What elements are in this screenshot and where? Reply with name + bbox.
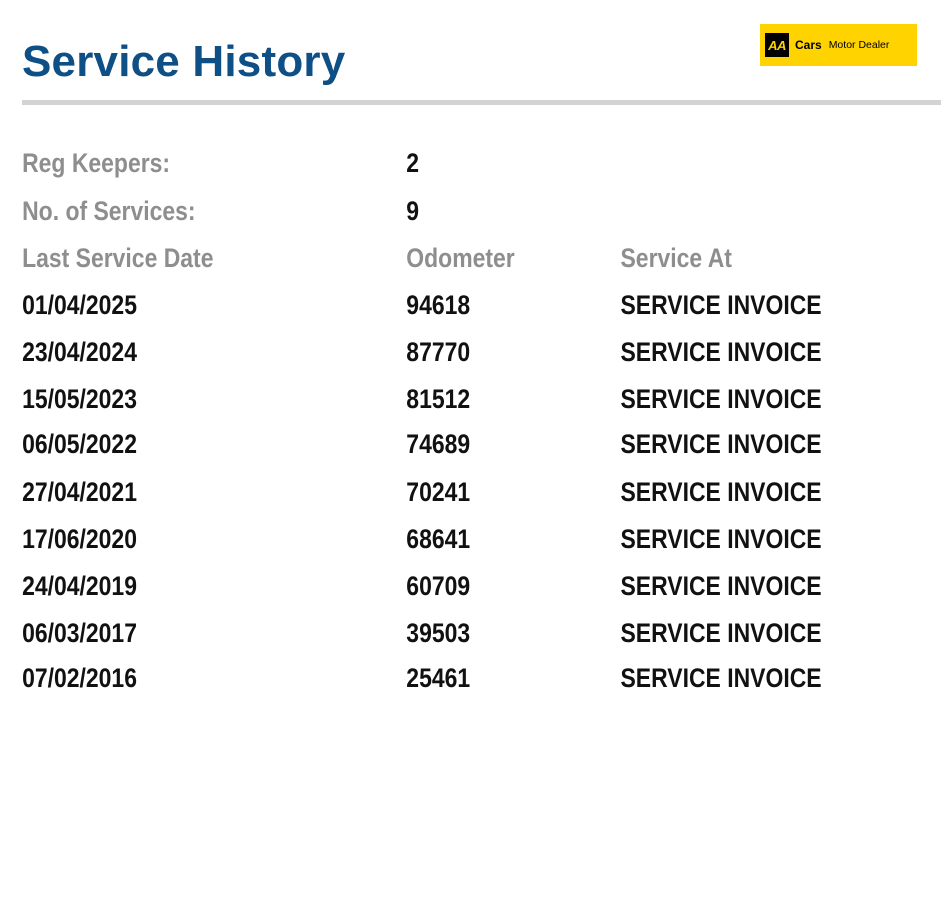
- reg-keepers-value: 2: [406, 148, 420, 178]
- aa-cars-logo: [760, 24, 917, 66]
- service-odometer: 60709: [406, 571, 471, 601]
- service-odometer: 25461: [406, 663, 471, 693]
- logo-dealer-text: Motor Dealer: [828, 39, 890, 51]
- aa-logo-mark: AA: [765, 33, 789, 57]
- service-odometer: 74689: [406, 429, 471, 459]
- table-row: [0, 522, 822, 556]
- table-row: [0, 661, 822, 695]
- service-odometer: 70241: [406, 477, 471, 507]
- services-count-label: No. of Services:: [22, 196, 196, 226]
- reg-keepers-row: [0, 146, 800, 180]
- service-date: 06/03/2017: [22, 618, 137, 648]
- service-odometer: 68641: [406, 524, 471, 554]
- service-odometer: 87770: [406, 337, 471, 367]
- column-header-odometer: Odometer: [406, 243, 515, 273]
- logo-cars-text: Cars: [795, 38, 822, 52]
- service-odometer: 94618: [406, 290, 471, 320]
- table-row: [0, 335, 822, 369]
- service-at: SERVICE INVOICE: [620, 477, 822, 507]
- page-title: Service History: [22, 37, 346, 86]
- service-odometer: 39503: [406, 618, 471, 648]
- table-row: [0, 382, 822, 416]
- table-row: [0, 288, 822, 322]
- service-date: 17/06/2020: [22, 524, 137, 554]
- service-at: SERVICE INVOICE: [620, 384, 822, 414]
- column-header-date: Last Service Date: [22, 243, 214, 273]
- service-at: SERVICE INVOICE: [620, 290, 822, 320]
- service-at: SERVICE INVOICE: [620, 337, 822, 367]
- column-header-service-at: Service At: [620, 243, 732, 273]
- table-row: [0, 569, 822, 603]
- service-date: 06/05/2022: [22, 429, 137, 459]
- service-date: 07/02/2016: [22, 663, 137, 693]
- services-count-value: 9: [406, 196, 420, 226]
- reg-keepers-label: Reg Keepers:: [22, 148, 171, 178]
- service-at: SERVICE INVOICE: [620, 663, 822, 693]
- service-date: 01/04/2025: [22, 290, 137, 320]
- service-date: 15/05/2023: [22, 384, 137, 414]
- table-row: [0, 427, 822, 461]
- service-date: 24/04/2019: [22, 571, 137, 601]
- service-at: SERVICE INVOICE: [620, 571, 822, 601]
- table-row: [0, 616, 822, 650]
- services-count-row: [0, 194, 800, 228]
- service-at: SERVICE INVOICE: [620, 524, 822, 554]
- service-at: SERVICE INVOICE: [620, 429, 822, 459]
- service-date: 23/04/2024: [22, 337, 137, 367]
- service-at: SERVICE INVOICE: [620, 618, 822, 648]
- table-row: [0, 475, 822, 509]
- header-divider: [22, 100, 941, 105]
- service-odometer: 81512: [406, 384, 471, 414]
- service-date: 27/04/2021: [22, 477, 137, 507]
- table-header-row: [0, 241, 800, 275]
